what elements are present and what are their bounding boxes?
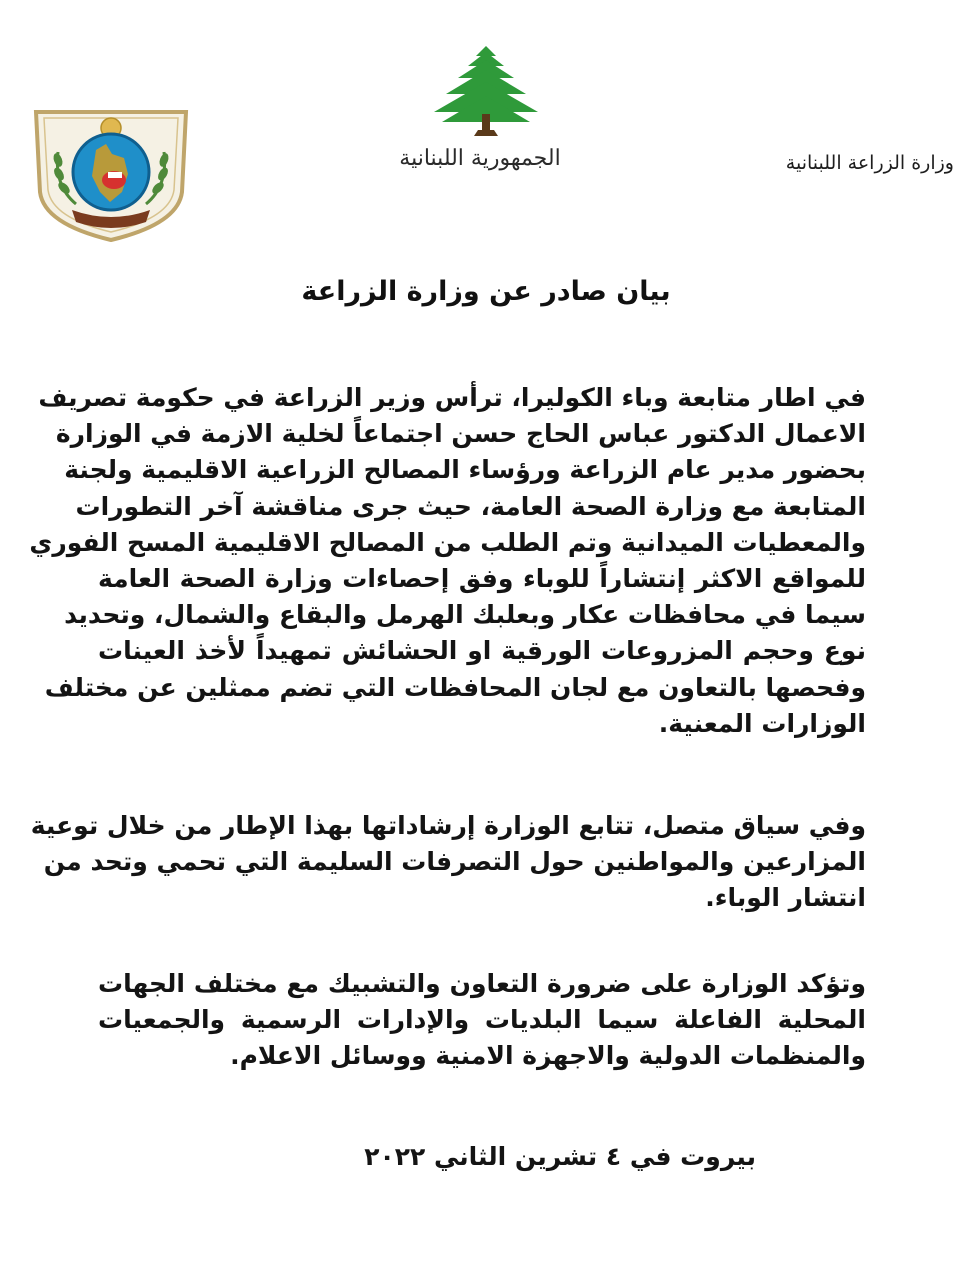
paragraph-line: الاعمال الدكتور عباس الحاج حسن اجتماعاً لخلية الازمة في الوزارة: [55, 419, 866, 449]
paragraph-2: [30, 808, 866, 917]
lebanese-cedar-icon: [430, 44, 542, 140]
paragraph-line: والمعطيات الميدانية وتم الطلب من المصالح الاقليمية المسح الفوري: [29, 527, 866, 557]
paragraph-line: الوزارات المعنية.: [658, 708, 866, 738]
paragraph-line: المزارعين والمواطنين حول التصرفات السليمة التي تحمي وتحد من: [43, 847, 866, 877]
paragraph-line: سيما في محافظات عكار وبعلبك الهرمل والبقاع والشمال، وتحديد: [64, 600, 866, 630]
paragraph-line: في اطار متابعة وباء الكوليرا، ترأس وزير الزراعة في حكومة تصريف: [38, 383, 866, 412]
paragraph-line: انتشار الوباء.: [705, 883, 866, 913]
paragraph-line: بحضور مدير عام الزراعة ورؤساء المصالح الزراعية الاقليمية ولجنة: [64, 455, 866, 485]
republic-name: الجمهورية اللبنانية: [399, 146, 561, 171]
paragraph-line: المتابعة مع وزارة الصحة العامة، حيث جرى مناقشة آخر التطورات: [75, 491, 866, 521]
paragraph-1: [29, 380, 866, 742]
paragraph-line: للمواقع الاكثر إنتشاراً للوباء وفق إحصاءات وزارة الصحة العامة: [98, 564, 866, 594]
paragraph-3: [98, 966, 866, 1075]
paragraph-line: نوع وحجم المزروعات الورقية او الحشائش تمهيداً لأخذ العينات: [98, 636, 866, 666]
paragraph-line: وفي سياق متصل، تتابع الوزارة إرشاداتها بهذا الإطار من خلال توعية: [30, 811, 866, 840]
document-title: بيان صادر عن وزارة الزراعة: [301, 276, 671, 307]
paragraph-line: وتؤكد الوزارة على ضرورة التعاون والتشبيك مع مختلف الجهات: [98, 969, 866, 998]
paragraph-line: والمنظمات الدولية والاجهزة الامنية ووسائل الاعلام.: [230, 1041, 866, 1071]
date-line: بيروت في ٤ تشرين الثاني ٢٠٢٢: [364, 1142, 756, 1171]
paragraph-line: المحلية الفاعلة سيما البلديات والإدارات الرسمية والجمعيات: [98, 1005, 866, 1035]
ministry-name: وزارة الزراعة اللبنانية: [785, 152, 954, 174]
paragraph-line: وفحصها بالتعاون مع لجان المحافظات التي تضم ممثلين عن مختلف: [44, 672, 866, 702]
ministry-emblem-icon: [32, 100, 190, 242]
